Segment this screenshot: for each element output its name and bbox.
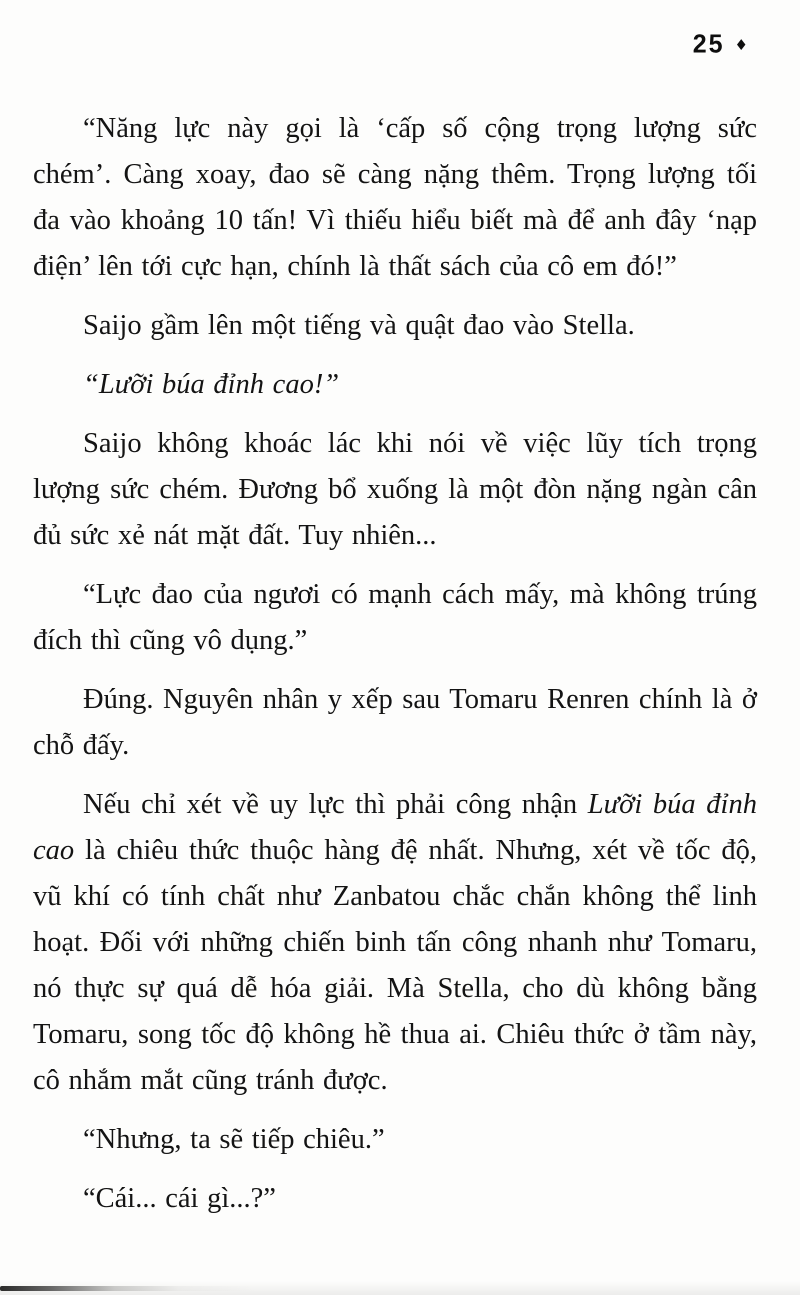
- paragraph: [33, 677, 757, 769]
- paragraph: [33, 106, 757, 290]
- text-run: Saijo không khoác lác khi nói về việc lũy tích trọng lượng sức chém. Đương bổ xuống là một đòn nặng ngàn cân đủ sức xẻ nát mặt đất. Tuy nhiên...: [33, 428, 757, 551]
- scan-shadow-bottom-left-streak: [0, 1286, 255, 1291]
- page-number: 25: [692, 29, 725, 59]
- italic-text-run: “Lưỡi búa đỉnh cao!”: [83, 369, 340, 400]
- paragraph: [33, 362, 757, 408]
- text-run: Nếu chỉ xét về uy lực thì phải công nhận: [83, 789, 588, 820]
- paragraph: [33, 1117, 757, 1163]
- text-run: là chiêu thức thuộc hàng đệ nhất. Nhưng, xét về tốc độ, vũ khí có tính chất như Zanbatou chắc chắn không thể linh hoạt. Đối với những chiến binh tấn công nhanh như Tomaru, nó thực sự quá dễ hóa giải. Mà Stella, cho dù không bằng Tomaru, song tốc độ không hề thua ai. Chiêu thức ở tầm này, cô nhắm mắt cũng tránh được.: [33, 835, 757, 1096]
- text-run: “Cái... cái gì...?”: [83, 1183, 276, 1214]
- paragraph: [33, 782, 757, 1104]
- paragraph: [33, 303, 757, 349]
- text-run: “Lực đao của ngươi có mạnh cách mấy, mà không trúng đích thì cũng vô dụng.”: [33, 579, 757, 656]
- paragraph: [33, 421, 757, 559]
- text-run: Saijo gầm lên một tiếng và quật đao vào Stella.: [83, 310, 635, 341]
- diamond-ornament-icon: ♦: [734, 36, 748, 54]
- page-header: [693, 30, 748, 59]
- text-run: “Nhưng, ta sẽ tiếp chiêu.”: [83, 1124, 385, 1155]
- page-paragraphs: [33, 106, 757, 1235]
- italic-text-run: Lưỡi búa đỉnh cao: [33, 789, 757, 866]
- paragraph: [33, 1176, 757, 1222]
- paragraph: [33, 572, 757, 664]
- scan-shadow-bottom: [0, 1281, 800, 1295]
- text-run: “Năng lực này gọi là ‘cấp số cộng trọng lượng sức chém’. Càng xoay, đao sẽ càng nặng thêm. Trọng lượng tối đa vào khoảng 10 tấn! Vì thiếu hiểu biết mà để anh đây ‘nạp điện’ lên tới cực hạn, chính là thất sách của cô em đó!”: [33, 113, 757, 282]
- text-run: Đúng. Nguyên nhân y xếp sau Tomaru Renren chính là ở chỗ đấy.: [33, 684, 757, 761]
